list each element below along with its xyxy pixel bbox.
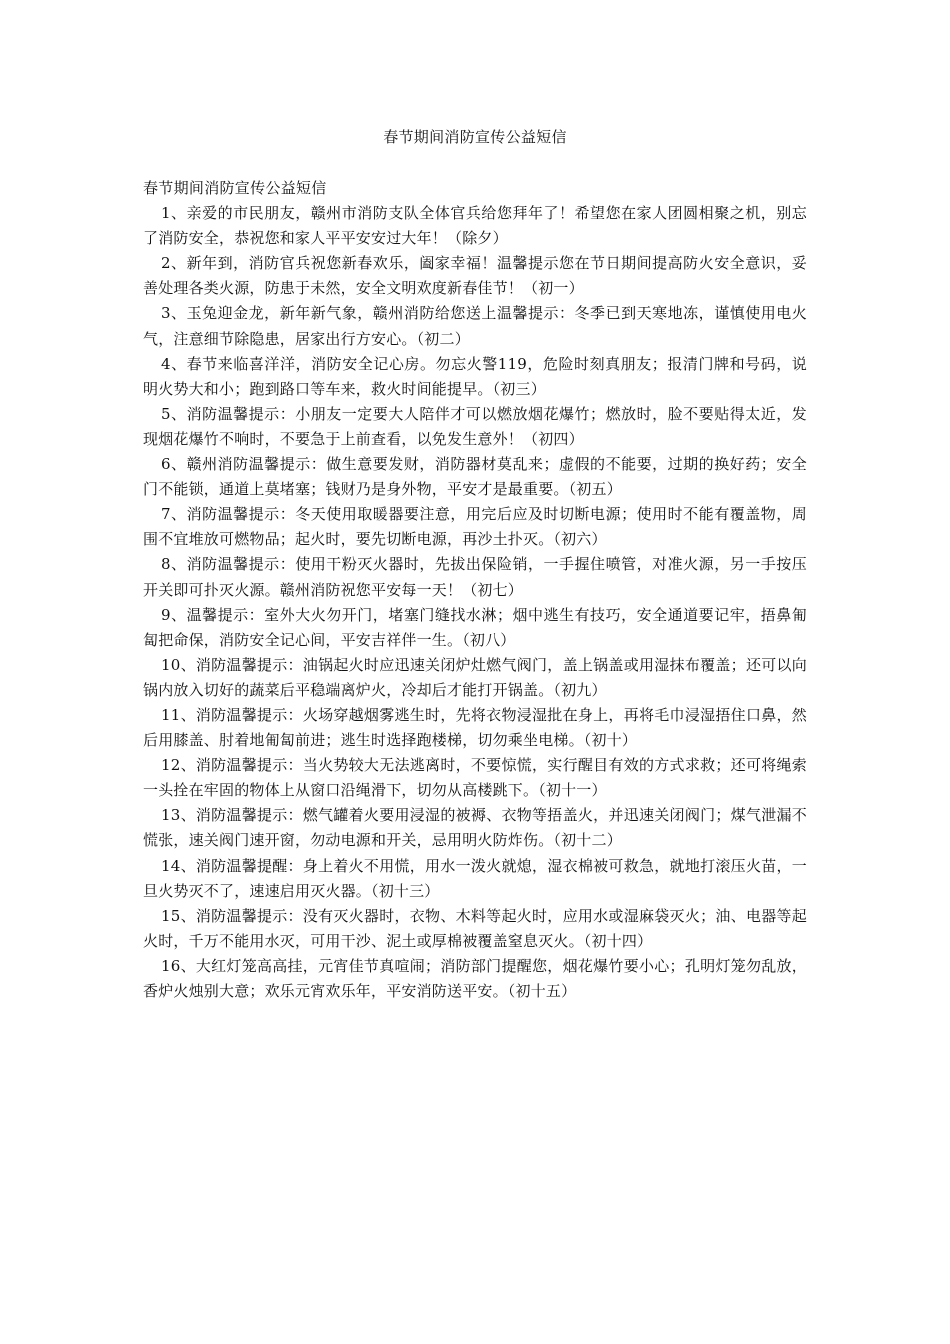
- message-item-8: 8、消防温馨提示：使用干粉灭火器时，先拔出保险销，一手握住喷管，对准火源，另一手按压开关即可扑灭火源。赣州消防祝您平安每一天！（初七）: [143, 555, 807, 599]
- message-item-12: 12、消防温馨提示：当火势较大无法逃离时，不要惊慌，实行醒目有效的方式求救；还可将绳索一头拴在牢固的物体上从窗口沿绳滑下，切勿从高楼跳下。（初十一）: [143, 756, 807, 800]
- message-item-6: 6、赣州消防温馨提示：做生意要发财，消防器材莫乱来；虚假的不能要，过期的换好药；安全门不能锁，通道上莫堵塞；钱财乃是身外物，平安才是最重要。（初五）: [143, 455, 807, 499]
- message-item-7: 7、消防温馨提示：冬天使用取暖器要注意，用完后应及时切断电源；使用时不能有覆盖物，周围不宜堆放可燃物品；起火时，要先切断电源，再沙土扑灭。（初六）: [143, 505, 807, 549]
- document-subtitle: 春节期间消防宣传公益短信: [143, 179, 327, 197]
- message-item-4: 4、春节来临喜洋洋，消防安全记心房。勿忘火警119，危险时刻真朋友；报清门牌和号码，说明火势大和小；跑到路口等车来，救火时间能提早。（初三）: [143, 354, 807, 398]
- message-item-3: 3、玉兔迎金龙，新年新气象，赣州消防给您送上温馨提示：冬季已到天寒地冻，谨慎使用电火气，注意细节除隐患，居家出行方安心。（初二）: [143, 304, 807, 348]
- message-item-11: 11、消防温馨提示：火场穿越烟雾逃生时，先将衣物浸湿批在身上，再将毛巾浸湿捂住口鼻，然后用膝盖、肘着地匍匐前进；逃生时选择跑楼梯，切勿乘坐电梯。（初十）: [143, 705, 807, 750]
- message-item-10: 10、消防温馨提示：油锅起火时应迅速关闭炉灶燃气阀门，盖上锅盖或用湿抹布覆盖；还可以向锅内放入切好的蔬菜后平稳端离炉火，冷却后才能打开锅盖。（初九）: [143, 655, 807, 699]
- document-title: 春节期间消防宣传公益短信: [383, 128, 567, 146]
- message-item-14: 14、消防温馨提醒：身上着火不用慌，用水一泼火就熄，湿衣棉被可救急，就地打滚压火苗，一旦火势灭不了，速速启用灭火器。（初十三）: [143, 856, 807, 900]
- message-item-15: 15、消防温馨提示：没有灭火器时，衣物、木料等起火时，应用水或湿麻袋灭火；油、电器等起火时，千万不能用水灭，可用干沙、泥土或厚棉被覆盖窒息灭火。（初十四）: [143, 906, 807, 950]
- message-item-9: 9、温馨提示：室外大火勿开门，堵塞门缝找水淋；烟中逃生有技巧，安全通道要记牢，捂鼻匍匐把命保，消防安全记心间，平安吉祥伴一生。（初八）: [143, 605, 807, 649]
- message-item-16: 16、大红灯笼高高挂，元宵佳节真喧闹；消防部门提醒您，烟花爆竹要小心；孔明灯笼勿乱放，香炉火烛别大意；欢乐元宵欢乐年，平安消防送平安。（初十五）: [143, 956, 807, 1000]
- message-item-13: 13、消防温馨提示：燃气罐着火要用浸湿的被褥、衣物等捂盖火，并迅速关闭阀门；煤气泄漏不慌张，速关阀门速开窗，勿动电源和开关，忌用明火防炸伤。（初十二）: [143, 806, 807, 850]
- message-item-1: 1、亲爱的市民朋友，赣州市消防支队全体官兵给您拜年了！希望您在家人团圆相聚之机，别忘了消防安全，恭祝您和家人平平安安过大年！（除夕）: [143, 204, 807, 248]
- message-item-2: 2、新年到，消防官兵祝您新春欢乐，阖家幸福！温馨提示您在节日期间提高防火安全意识，妥善处理各类火源，防患于未然，安全文明欢度新春佳节！（初一）: [143, 254, 807, 298]
- message-item-5: 5、消防温馨提示：小朋友一定要大人陪伴才可以燃放烟花爆竹；燃放时，脸不要贴得太近，发现烟花爆竹不响时，不要急于上前查看，以免发生意外！（初四）: [143, 404, 807, 448]
- document-body: [143, 176, 807, 1004]
